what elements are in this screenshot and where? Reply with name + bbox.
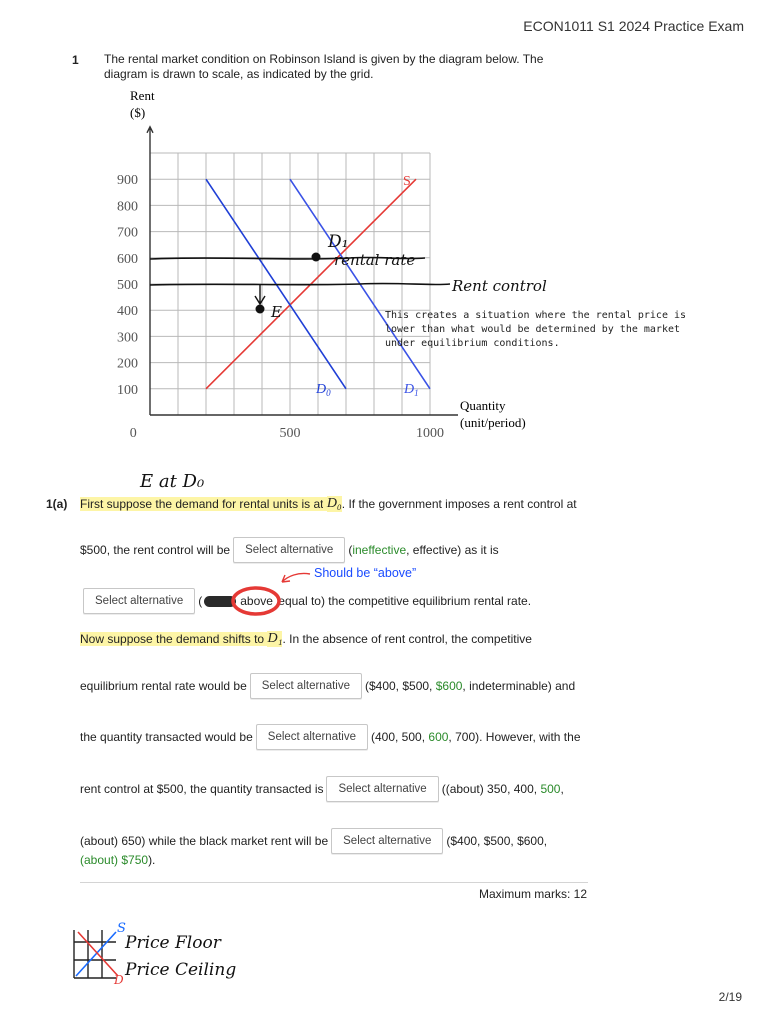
x-tick-label: 0 (129, 426, 137, 440)
text: (400, 500, (371, 730, 426, 744)
text: ($400, $500, $600, (446, 834, 548, 848)
text: , indeterminable) and (462, 679, 576, 693)
y-tick-labels (117, 173, 138, 398)
y-tick-label: 700 (117, 225, 138, 241)
y-tick-label: 300 (117, 330, 138, 346)
correction-arrow-icon (278, 568, 312, 586)
handwritten-rent-control: Rent control (452, 277, 547, 295)
part-a-line-8 (80, 828, 547, 854)
page-number: 2/19 (718, 990, 742, 1004)
text: ). (148, 853, 156, 867)
text: ((about) 350, 400, (441, 782, 538, 796)
correct-answer-green: ineffective (352, 543, 407, 557)
chart-axes (147, 127, 458, 415)
text: ( (198, 594, 203, 608)
part-a-line-1 (80, 496, 577, 512)
handwritten-arrow-down (255, 285, 265, 304)
maximum-marks: Maximum marks: 12 (478, 887, 587, 901)
question-text: The rental market condition on Robinson Island is given by the diagram below. The diagram is drawn to scale, as indicated by the grid. (104, 52, 544, 81)
section-divider (80, 882, 588, 883)
equilibrium-point-d1 (312, 253, 321, 262)
correct-answer-green: 600 (428, 730, 449, 744)
text: , effective) as it is (406, 543, 499, 557)
sketch-price-floor: Price Floor (125, 933, 221, 953)
text: . If the government imposes a rent control at (341, 497, 577, 511)
text: equal to) the competitive equilibrium rental rate. (278, 594, 532, 608)
handwritten-d1-label: D₁ (328, 232, 349, 252)
y-tick-label: 600 (117, 251, 138, 267)
y-axis-label-line2: ($) (130, 105, 146, 120)
handwritten-e-label: E (271, 303, 282, 321)
circled-above: above (238, 594, 275, 608)
select-effectiveness[interactable]: Select alternative (233, 537, 345, 563)
text: equilibrium rental rate would be (80, 679, 247, 693)
sketch-price-ceiling: Price Ceiling (125, 960, 237, 980)
sketch-d-label: D (114, 973, 124, 987)
text: ($400, $500, (364, 679, 433, 693)
text: rent control at $500, the quantity transacted is (80, 782, 324, 796)
sketch-s-label: S (117, 921, 126, 936)
rental-market-chart (100, 80, 560, 440)
part-a-line-7 (80, 776, 564, 802)
red-circle-mark (230, 584, 282, 618)
y-axis-label-line1: Rent (130, 88, 155, 103)
y-tick-label: 500 (117, 278, 138, 293)
text: . In the absence of rent control, the competitive (282, 632, 532, 646)
y-tick-label: 400 (117, 304, 138, 320)
text: , (560, 782, 564, 796)
typed-annotation-note: This creates a situation where the rental price is lower than what would be determined by the market under equilibrium conditions. (385, 310, 687, 349)
question-number: 1 (72, 53, 79, 67)
select-quantity-rent-control[interactable]: Select alternative (326, 776, 438, 802)
part-a-line-2 (80, 537, 499, 563)
text: , 700). However, with the (448, 730, 581, 744)
math-d1: D₁ (267, 631, 283, 646)
y-axis (147, 127, 153, 415)
text: the quantity transacted would be (80, 730, 253, 744)
math-d0: D₀ (326, 496, 342, 511)
handwritten-sketch (70, 918, 240, 988)
y-tick-label: 900 (117, 173, 138, 189)
text: ( (348, 543, 353, 557)
y-tick-label: 100 (117, 382, 138, 398)
part-a-label: 1(a) (46, 497, 68, 511)
select-comparison[interactable]: Select alternative (83, 588, 195, 614)
header-title: ECON1011 S1 2024 Practice Exam (523, 18, 744, 34)
series-label-d1: $D_1$ (404, 382, 419, 398)
part-a-line-4 (80, 631, 532, 647)
x-axis-label-line2: (unit/period) (460, 415, 526, 430)
y-tick-label: 200 (117, 356, 138, 372)
x-axis-label-line1: Quantity (460, 398, 506, 413)
handwritten-correction-note: Should be “above” (314, 566, 417, 580)
select-black-market-rent[interactable]: Select alternative (331, 828, 443, 854)
correct-answer-green: (about) $750 (80, 853, 149, 867)
highlighted-text: Now suppose the demand shifts to (80, 632, 265, 646)
x-tick-label: 500 (279, 426, 301, 440)
handwritten-rental-rate: rental rate (334, 251, 416, 269)
x-tick-label: 1000 (416, 426, 444, 440)
select-quantity[interactable]: Select alternative (256, 724, 368, 750)
select-equilibrium-rent[interactable]: Select alternative (250, 673, 362, 699)
correct-answer-green: $600 (435, 679, 463, 693)
correct-answer-green: 500 (540, 782, 561, 796)
series-label-s: S (403, 174, 411, 189)
y-tick-label: 800 (117, 199, 138, 215)
x-tick-labels (130, 426, 444, 440)
series-label-d0: $D_0$ (316, 382, 331, 398)
part-a-line-9 (80, 853, 155, 867)
part-a-line-6 (80, 724, 581, 750)
part-a-line-3 (80, 588, 531, 614)
equilibrium-point-e (256, 305, 265, 314)
highlighted-text: First suppose the demand for rental units is at (80, 497, 324, 511)
part-a-line-5 (80, 673, 575, 699)
text: $500, the rent control will be (80, 543, 231, 557)
handwritten-e-at-d0: E at D₀ (140, 471, 205, 492)
text: (about) 650) while the black market rent will be (80, 834, 329, 848)
